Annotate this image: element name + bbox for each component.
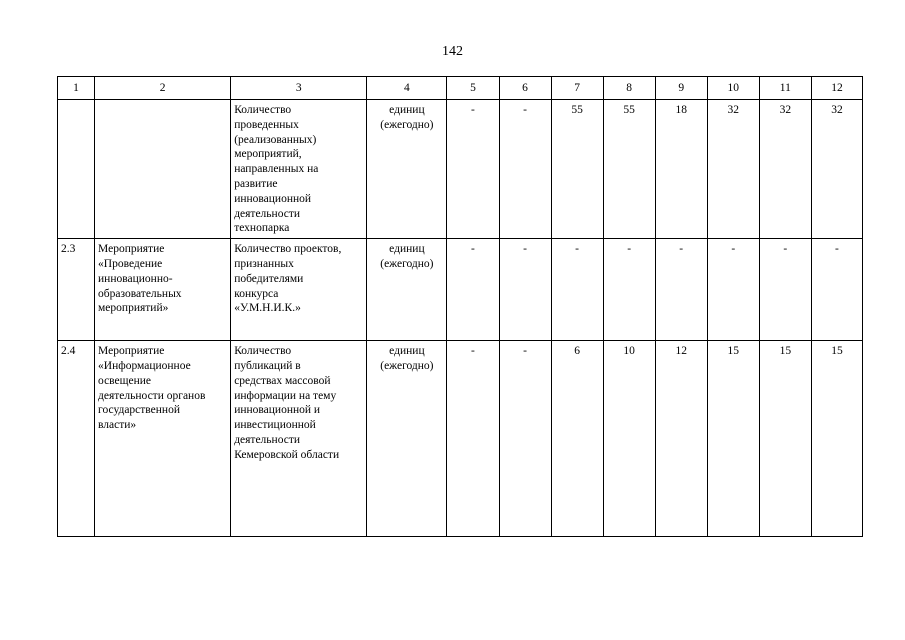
unit-cell <box>367 100 447 239</box>
header-cell: 7 <box>551 77 603 100</box>
event-cell <box>95 341 231 537</box>
page-number: 142 <box>442 44 463 59</box>
value-cell: - <box>499 239 551 341</box>
header-cell: 2 <box>95 77 231 100</box>
header-cell: 12 <box>811 77 862 100</box>
header-cell: 4 <box>367 77 447 100</box>
value-cell: - <box>655 239 707 341</box>
indicator-text: Количество проектов, признанных победителями конкурса «У.М.Н.И.К.» <box>234 243 342 315</box>
header-cell: 9 <box>655 77 707 100</box>
unit-text: единиц (ежегодно) <box>380 243 434 270</box>
unit-text: единиц (ежегодно) <box>380 345 434 372</box>
value-cell: 32 <box>811 100 862 239</box>
value-cell: 15 <box>707 341 759 537</box>
value-cell: - <box>551 239 603 341</box>
table-row <box>58 100 863 239</box>
value-cell: 55 <box>551 100 603 239</box>
value-cell: 55 <box>603 100 655 239</box>
value-cell: - <box>447 100 499 239</box>
header-cell: 3 <box>231 77 367 100</box>
row-index: 2.3 <box>61 243 76 256</box>
row-index-cell <box>58 239 95 341</box>
table-header-row <box>58 77 863 100</box>
indicator-text: Количество проведенных (реализованных) мероприятий, направленных на развитие инновационной деятельности технопарка <box>234 104 319 235</box>
indicator-cell <box>231 341 367 537</box>
indicator-text: Количество публикаций в средствах массовой информации на тему инновационной и инвестиционной деятельности Кемеровской области <box>234 345 340 461</box>
row-index-cell <box>58 341 95 537</box>
header-cell: 1 <box>58 77 95 100</box>
table-row <box>58 341 863 537</box>
value-cell: 15 <box>811 341 862 537</box>
value-cell: 18 <box>655 100 707 239</box>
value-cell: - <box>603 239 655 341</box>
value-cell: 32 <box>759 100 811 239</box>
value-cell: - <box>707 239 759 341</box>
header-cell: 8 <box>603 77 655 100</box>
event-cell <box>95 239 231 341</box>
row-index-cell <box>58 100 95 239</box>
event-cell <box>95 100 231 239</box>
table-row <box>58 239 863 341</box>
indicators-table <box>57 76 863 537</box>
value-cell: 12 <box>655 341 707 537</box>
indicator-cell <box>231 239 367 341</box>
value-cell: - <box>447 341 499 537</box>
header-cell: 11 <box>759 77 811 100</box>
header-cell: 10 <box>707 77 759 100</box>
value-cell: - <box>499 341 551 537</box>
value-cell: - <box>811 239 862 341</box>
unit-cell <box>367 341 447 537</box>
indicator-cell <box>231 100 367 239</box>
header-cell: 5 <box>447 77 499 100</box>
event-text: Мероприятие «Информационное освещение деятельности органов государственной власти» <box>98 345 206 432</box>
value-cell: 15 <box>759 341 811 537</box>
value-cell: - <box>759 239 811 341</box>
unit-text: единиц (ежегодно) <box>380 104 434 131</box>
row-index: 2.4 <box>61 345 76 358</box>
value-cell: 32 <box>707 100 759 239</box>
unit-cell <box>367 239 447 341</box>
value-cell: - <box>499 100 551 239</box>
header-cell: 6 <box>499 77 551 100</box>
value-cell: - <box>447 239 499 341</box>
value-cell: 10 <box>603 341 655 537</box>
event-text: Мероприятие «Проведение инновационно- образовательных мероприятий» <box>98 243 182 315</box>
value-cell: 6 <box>551 341 603 537</box>
